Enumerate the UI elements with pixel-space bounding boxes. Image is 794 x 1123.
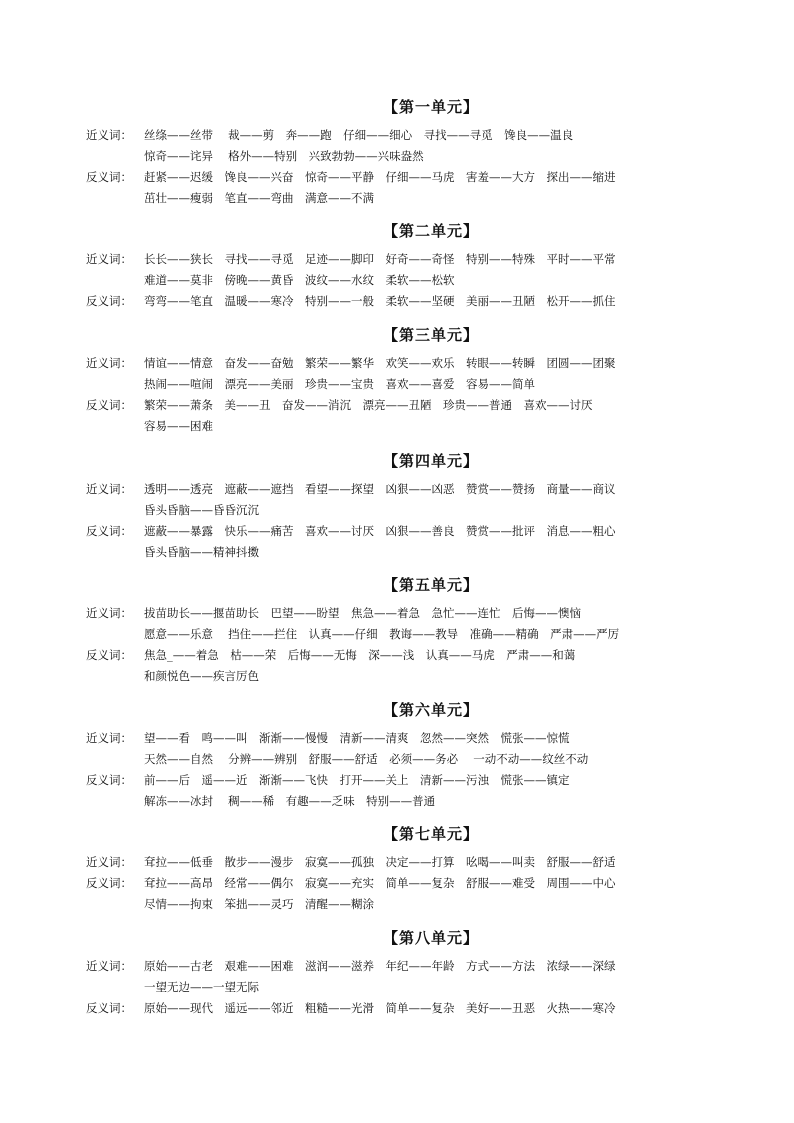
word-pair-line: 情谊——情意 奋发——奋勉 繁荣——繁华 欢笑——欢乐 转眼——转瞬 团圆——团聚 (144, 356, 616, 370)
unit-section (86, 822, 776, 915)
synonyms-label: 近义词： (86, 356, 132, 370)
word-pair-line: 茁壮——瘦弱 笔直——弯曲 满意——不满 (144, 191, 374, 205)
word-pair-line: 惊奇——诧异 格外——特别 兴致勃勃——兴味盎然 (144, 149, 424, 163)
antonyms-group (86, 645, 776, 687)
word-pair-line: 焦急_——着急 枯——荣 后悔——无悔 深——浅 认真——马虎 严肃——和蔼 (144, 648, 576, 662)
synonyms-label: 近义词： (86, 128, 132, 142)
antonyms-group (86, 167, 776, 209)
unit-section (86, 698, 776, 812)
antonyms-label: 反义词： (86, 876, 132, 890)
word-pair-line: 透明——透亮 遮蔽——遮挡 看望——探望 凶狠——凶恶 赞赏——赞扬 商量——商议 (144, 482, 616, 496)
unit-title: 【第五单元】 (382, 576, 479, 594)
antonyms-group (86, 291, 776, 312)
word-pair-line: 赶紧——迟缓 馋良——兴奋 惊奇——平静 仔细——马虎 害羞——大方 探出——缩进 (144, 170, 616, 184)
word-pair-line: 繁荣——萧条 美——丑 奋发——消沉 漂亮——丑陋 珍贵——普通 喜欢——讨厌 (144, 398, 593, 412)
word-pair-line: 解冻——冰封 稠——稀 有趣——乏味 特别——普通 (144, 794, 436, 808)
synonyms-group (86, 125, 776, 167)
word-pair-line: 原始——现代 遥远——邻近 粗糙——光滑 简单——复杂 美好——丑恶 火热——寒冷 (144, 1001, 616, 1015)
antonyms-group (86, 770, 776, 812)
word-pair-line: 耷拉——低垂 散步——漫步 寂寞——孤独 决定——打算 吆喝——叫卖 舒服——舒适 (144, 855, 616, 869)
synonyms-group (86, 603, 776, 645)
antonyms-label: 反义词： (86, 398, 132, 412)
synonyms-label: 近义词： (86, 855, 132, 869)
synonyms-label: 近义词： (86, 252, 132, 266)
word-pair-line: 耷拉——高昂 经常——偶尔 寂寞——充实 简单——复杂 舒服——难受 周围——中心 (144, 876, 616, 890)
word-pair-line: 尽情——拘束 笨拙——灵巧 清醒——糊涂 (144, 897, 374, 911)
antonyms-label: 反义词： (86, 648, 132, 662)
unit-title: 【第八单元】 (382, 929, 479, 947)
word-pair-line: 望——看 鸣——叫 渐渐——慢慢 清新——清爽 忽然——突然 慌张——惊慌 (144, 731, 570, 745)
synonyms-label: 近义词： (86, 959, 132, 973)
word-pair-line: 昏头昏脑——精神抖擞 (144, 545, 259, 559)
antonyms-group (86, 998, 776, 1019)
antonyms-label: 反义词： (86, 170, 132, 184)
unit-section (86, 323, 776, 437)
unit-title: 【第一单元】 (382, 98, 479, 116)
unit-title: 【第三单元】 (382, 326, 479, 344)
word-pair-line: 热闹——喧闹 漂亮——美丽 珍贵——宝贵 喜欢——喜爱 容易——简单 (144, 377, 535, 391)
word-pair-line: 一望无边——一望无际 (144, 980, 259, 994)
synonyms-label: 近义词： (86, 731, 132, 745)
word-pair-line: 容易——困难 (144, 419, 213, 433)
synonyms-label: 近义词： (86, 482, 132, 496)
antonyms-group (86, 873, 776, 915)
antonyms-label: 反义词： (86, 773, 132, 787)
synonyms-group (86, 479, 776, 521)
word-pair-line: 难道——莫非 傍晚——黄昏 波纹——水纹 柔软——松软 (144, 273, 455, 287)
word-pair-line: 遮蔽——暴露 快乐——痛苦 喜欢——讨厌 凶狠——善良 赞赏——批评 消息——粗心 (144, 524, 616, 538)
synonyms-group (86, 353, 776, 395)
synonyms-label: 近义词： (86, 606, 132, 620)
word-pair-line: 拔苗助长——揠苗助长 巴望——盼望 焦急——着急 急忙——连忙 后悔——懊恼 (144, 606, 581, 620)
unit-section (86, 219, 776, 312)
antonyms-group (86, 521, 776, 563)
unit-section (86, 95, 776, 209)
word-pair-line: 愿意——乐意 挡住——拦住 认真——仔细 教诲——教导 准确——精确 严肃——严厉 (144, 627, 620, 641)
word-pair-line: 前——后 遥——近 渐渐——飞快 打开——关上 清新——污浊 慌张——镇定 (144, 773, 570, 787)
unit-section (86, 449, 776, 563)
word-pair-line: 丝绦——丝带 裁——剪 奔——跑 仔细——细心 寻找——寻觅 馋良——温良 (144, 128, 574, 142)
synonyms-group (86, 852, 776, 873)
word-pair-line: 和颜悦色——疾言厉色 (144, 669, 259, 683)
unit-section (86, 926, 776, 1019)
antonyms-label: 反义词： (86, 294, 132, 308)
word-pair-line: 长长——狭长 寻找——寻觅 足迹——脚印 好奇——奇怪 特别——特殊 平时——平常 (144, 252, 616, 266)
antonyms-label: 反义词： (86, 524, 132, 538)
word-pair-line: 弯弯——笔直 温暖——寒冷 特别——一般 柔软——坚硬 美丽——丑陋 松开——抓住 (144, 294, 616, 308)
synonyms-group (86, 728, 776, 770)
synonyms-group (86, 956, 776, 998)
antonyms-group (86, 395, 776, 437)
word-pair-line: 原始——古老 艰难——困难 滋润——滋养 年纪——年龄 方式——方法 浓绿——深绿 (144, 959, 616, 973)
unit-title: 【第七单元】 (382, 825, 479, 843)
unit-title: 【第二单元】 (382, 222, 479, 240)
antonyms-label: 反义词： (86, 1001, 132, 1015)
word-pair-line: 天然——自然 分辨——辨别 舒服——舒适 必须——务必 一动不动——纹丝不动 (144, 752, 589, 766)
unit-title: 【第四单元】 (382, 452, 479, 470)
unit-title: 【第六单元】 (382, 701, 479, 719)
word-pair-line: 昏头昏脑——昏昏沉沉 (144, 503, 259, 517)
unit-section (86, 573, 776, 687)
synonyms-group (86, 249, 776, 291)
